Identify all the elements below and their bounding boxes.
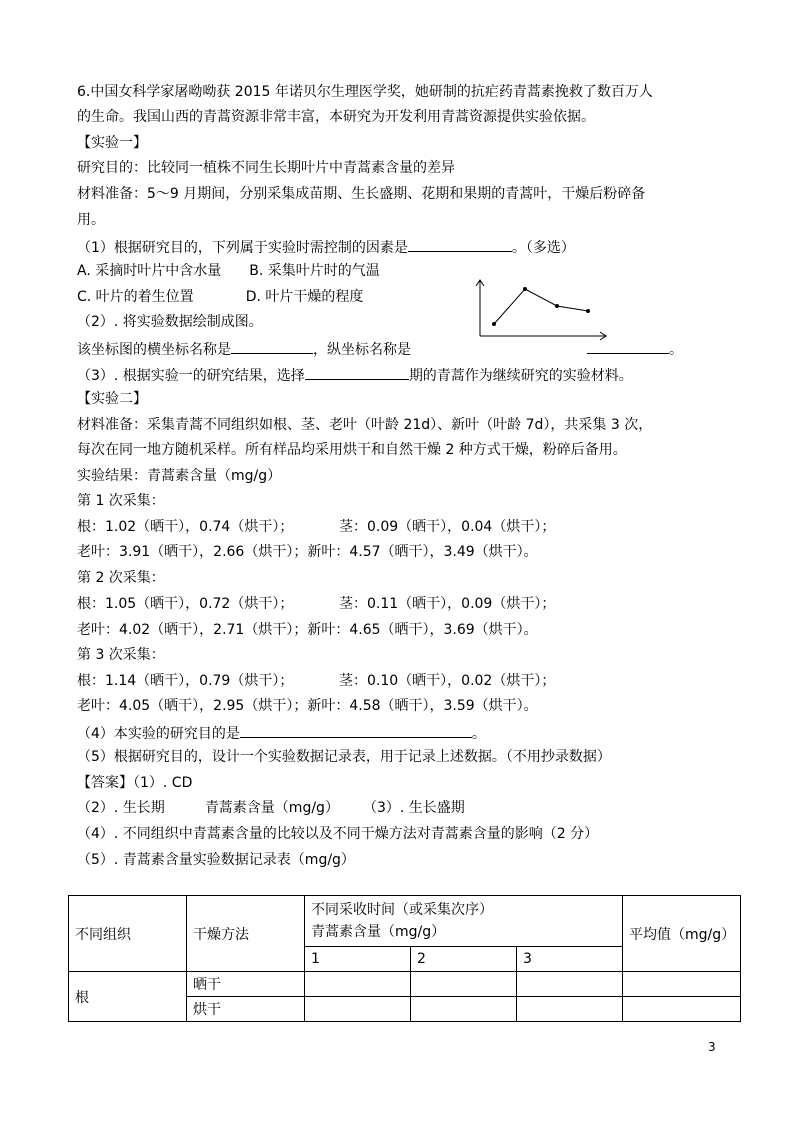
question-2-axes: 该坐标图的横坐标名称是 ，纵坐标名称是 。	[77, 338, 683, 358]
option-b: B. 采集叶片时的气温	[249, 263, 380, 279]
table-cell[interactable]	[411, 997, 517, 1022]
question-4: （4）本实验的研究目的是 。	[77, 722, 486, 742]
exp2-materials-2: 每次在同一地方随机采样。所有样品均采用烘干和自然干燥 2 种方式干燥，粉碎后备用。	[77, 442, 627, 458]
exp1-materials-2: 用。	[77, 212, 105, 228]
collection-3-root: 根：1.14（晒干），0.79（烘干）；	[77, 673, 294, 689]
exp1-title: 【实验一】	[77, 135, 147, 151]
intro-line-2: 的生命。我国山西的青蒿资源非常丰富，本研究为开发利用青蒿资源提供实验依据。	[77, 109, 595, 125]
collection-2-leaves: 老叶：4.02（晒干），2.71（烘干）；新叶：4.65（晒干），3.69（烘干）。	[77, 622, 538, 638]
header-method: 干燥方法	[187, 896, 305, 972]
data-point	[586, 309, 590, 313]
options-row-2	[77, 287, 363, 307]
table-cell[interactable]	[411, 972, 517, 997]
exp1-materials-1: 材料准备：5～9 月期间，分别采集成苗期、生长盛期、花期和果期的青蒿叶，干燥后粉碎备	[77, 186, 646, 202]
data-point	[523, 287, 527, 291]
collection-3-title: 第 3 次采集：	[77, 647, 165, 663]
answer-line-1: 【答案】（1）. CD	[77, 775, 193, 791]
growth-line-graph	[470, 276, 610, 342]
tissue-root: 根	[69, 972, 187, 1022]
collection-2-stem: 茎：0.11（晒干），0.09（烘干）；	[339, 596, 556, 612]
question-2: （2）. 将实验数据绘制成图。	[77, 314, 263, 330]
data-point	[555, 304, 559, 308]
answer-line-4: （4）. 不同组织中青蒿素含量的比较以及不同干燥方法对青蒿素含量的影响（2 分）	[77, 826, 599, 842]
data-record-table	[68, 895, 741, 1022]
table-cell[interactable]	[623, 972, 741, 997]
exp1-purpose: 研究目的：比较同一植株不同生长期叶片中青蒿素含量的差异	[77, 160, 455, 176]
option-d: D. 叶片干燥的程度	[245, 289, 364, 305]
table-header-row	[69, 896, 741, 947]
answer-label: 【答案】	[77, 775, 133, 791]
intro-line-1: 6.中国女科学家屠呦呦获 2015 年诺贝尔生理医学奖，她研制的抗疟药青蒿素挽救了数百万人	[77, 84, 653, 100]
exp2-title: 【实验二】	[77, 391, 147, 407]
collection-2-root: 根：1.05（晒干），0.72（烘干）；	[77, 596, 294, 612]
table-cell[interactable]	[305, 997, 411, 1022]
table-cell[interactable]	[305, 972, 411, 997]
x-axis-prompt: 该坐标图的横坐标名称是	[77, 342, 231, 358]
collection-2-title: 第 2 次采集：	[77, 570, 165, 586]
answer-blank-2b[interactable]	[587, 338, 669, 354]
option-c: C. 叶片的着生位置	[77, 289, 194, 305]
answer-line-2: （2）. 生长期 青蒿素含量（mg/g） （3）. 生长盛期	[77, 800, 465, 816]
collection-1-root: 根：1.02（晒干），0.74（烘干）；	[77, 519, 294, 535]
method-sun-dry: 晒干	[187, 972, 305, 997]
table-cell[interactable]	[623, 997, 741, 1022]
header-average: 平均值（mg/g）	[623, 896, 741, 972]
answer-blank-3[interactable]	[305, 364, 409, 380]
header-collection-2: 2	[411, 947, 517, 972]
table-cell[interactable]	[517, 997, 623, 1022]
question-1-tail: 。（多选）	[511, 240, 575, 256]
question-1	[77, 236, 575, 256]
answer-line-5: （5）. 青蒿素含量实验数据记录表（mg/g）	[77, 852, 355, 868]
answer-blank-4[interactable]	[240, 722, 472, 738]
header-time: 不同采收时间（或采集次序） 青蒿素含量（mg/g）	[305, 896, 623, 947]
question-5: （5）根据研究目的，设计一个实验数据记录表，用于记录上述数据。（不用抄录数据）	[77, 749, 611, 765]
page-number: 3	[708, 1040, 716, 1054]
collection-3-stem: 茎：0.10（晒干），0.02（烘干）；	[339, 673, 556, 689]
y-axis-prompt: ，纵坐标名称是	[313, 342, 411, 358]
answer-blank-1[interactable]	[408, 236, 512, 252]
header-collection-1: 1	[305, 947, 411, 972]
data-point	[492, 322, 496, 326]
header-tissue: 不同组织	[69, 896, 187, 972]
exp2-result: 实验结果：青蒿素含量（mg/g）	[77, 468, 282, 484]
collection-1-leaves: 老叶：3.91（晒干），2.66（烘干）；新叶：4.57（晒干），3.49（烘干）。	[77, 544, 538, 560]
collection-1-title: 第 1 次采集：	[77, 493, 165, 509]
exp2-materials-1: 材料准备：采集青蒿不同组织如根、茎、老叶（叶龄 21d）、新叶（叶龄 7d），共采集 3 次，	[77, 417, 653, 433]
method-oven-dry: 烘干	[187, 997, 305, 1022]
answer-blank-2a[interactable]	[231, 338, 313, 354]
table-cell[interactable]	[517, 972, 623, 997]
options-row-1	[77, 261, 380, 281]
header-collection-3: 3	[517, 947, 623, 972]
table-row	[69, 972, 741, 997]
option-a: A. 采摘时叶片中含水量	[77, 263, 222, 279]
question-1-text: （1）根据研究目的，下列属于实验时需控制的因素是	[77, 240, 408, 256]
data-line	[494, 289, 588, 324]
question-3: （3）. 根据实验一的研究结果，选择 期的青蒿作为继续研究的实验材料。	[77, 364, 633, 384]
collection-1-stem: 茎：0.09（晒干），0.04（烘干）；	[339, 519, 556, 535]
collection-3-leaves: 老叶：4.05（晒干），2.95（烘干）；新叶：4.58（晒干），3.59（烘干）。	[77, 698, 538, 714]
